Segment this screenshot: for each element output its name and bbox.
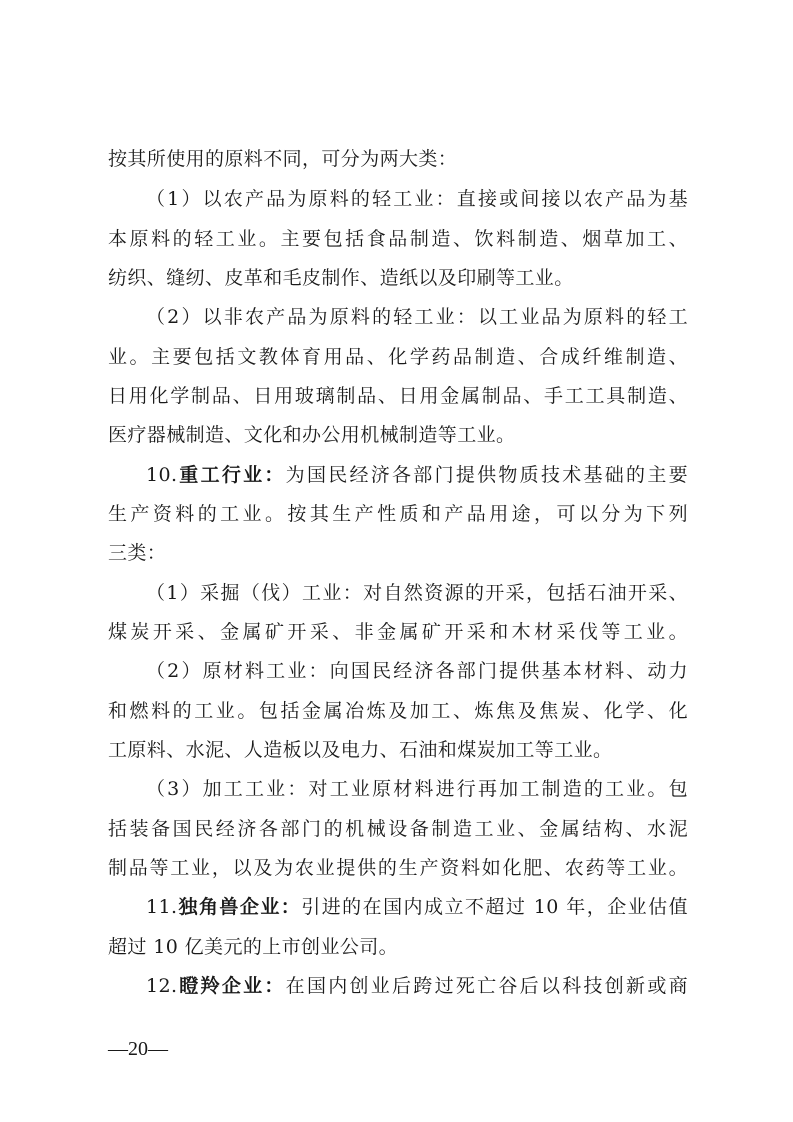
item-number: 12. bbox=[146, 975, 178, 997]
text-line-13: 煤炭开采、金属矿开采、非金属矿开采和木材采伐等工业。 bbox=[108, 621, 688, 643]
definition-text: 引进的在国内成立不超过 10 年，企业估值 bbox=[301, 896, 688, 918]
text-line-21: 超过 10 亿美元的上市创业公司。 bbox=[108, 936, 399, 958]
item-number: 11. bbox=[146, 896, 178, 918]
text-line-6: 业。主要包括文教体育用品、化学药品制造、合成纤维制造、 bbox=[108, 346, 688, 368]
term-unicorn: 独角兽企业： bbox=[177, 896, 302, 918]
text-line-12: （1）采掘（伐）工业：对自然资源的开采，包括石油开采、 bbox=[146, 582, 688, 604]
item-number: 10. bbox=[146, 464, 178, 486]
term-gazelle: 瞪羚企业： bbox=[177, 975, 286, 997]
definition-gazelle bbox=[146, 974, 688, 998]
text-line-3: 本原料的轻工业。主要包括食品制造、饮料制造、烟草加工、 bbox=[108, 228, 688, 250]
text-line-7: 日用化学制品、日用玻璃制品、日用金属制品、手工工具制造、 bbox=[108, 385, 688, 407]
page-number: —20— bbox=[108, 1038, 168, 1060]
text-line-15: 和燃料的工业。包括金属冶炼及加工、炼焦及焦炭、化学、化 bbox=[108, 700, 688, 722]
definition-text: 为国民经济各部门提供物质技术基础的主要 bbox=[285, 464, 688, 486]
definition-unicorn bbox=[146, 895, 688, 919]
text-line-18: 括装备国民经济各部门的机械设备制造工业、金属结构、水泥 bbox=[108, 818, 688, 840]
text-line-1: 按其所使用的原料不同，可分为两大类： bbox=[108, 148, 458, 170]
text-line-11: 三类： bbox=[108, 542, 167, 564]
definition-text: 在国内创业后跨过死亡谷后以科技创新或商 bbox=[285, 975, 688, 997]
text-line-4: 纺织、缝纫、皮革和毛皮制作、造纸以及印刷等工业。 bbox=[108, 267, 574, 289]
text-line-14: （2）原材料工业：向国民经济各部门提供基本材料、动力 bbox=[146, 660, 688, 682]
text-line-2: （1）以农产品为原料的轻工业：直接或间接以农产品为基 bbox=[146, 188, 688, 210]
term-heavy-industry: 重工行业： bbox=[177, 464, 286, 486]
text-line-17: （3）加工工业：对工业原材料进行再加工制造的工业。包 bbox=[146, 778, 688, 800]
text-line-10: 生产资料的工业。按其生产性质和产品用途，可以分为下列 bbox=[108, 503, 688, 525]
definition-heavy-industry bbox=[146, 463, 688, 487]
text-line-19: 制品等工业，以及为农业提供的生产资料如化肥、农药等工业。 bbox=[108, 857, 688, 879]
text-line-5: （2）以非农产品为原料的轻工业：以工业品为原料的轻工 bbox=[146, 306, 688, 328]
text-line-8: 医疗器械制造、文化和办公用机械制造等工业。 bbox=[108, 424, 516, 446]
text-line-16: 工原料、水泥、人造板以及电力、石油和煤炭加工等工业。 bbox=[108, 739, 613, 761]
